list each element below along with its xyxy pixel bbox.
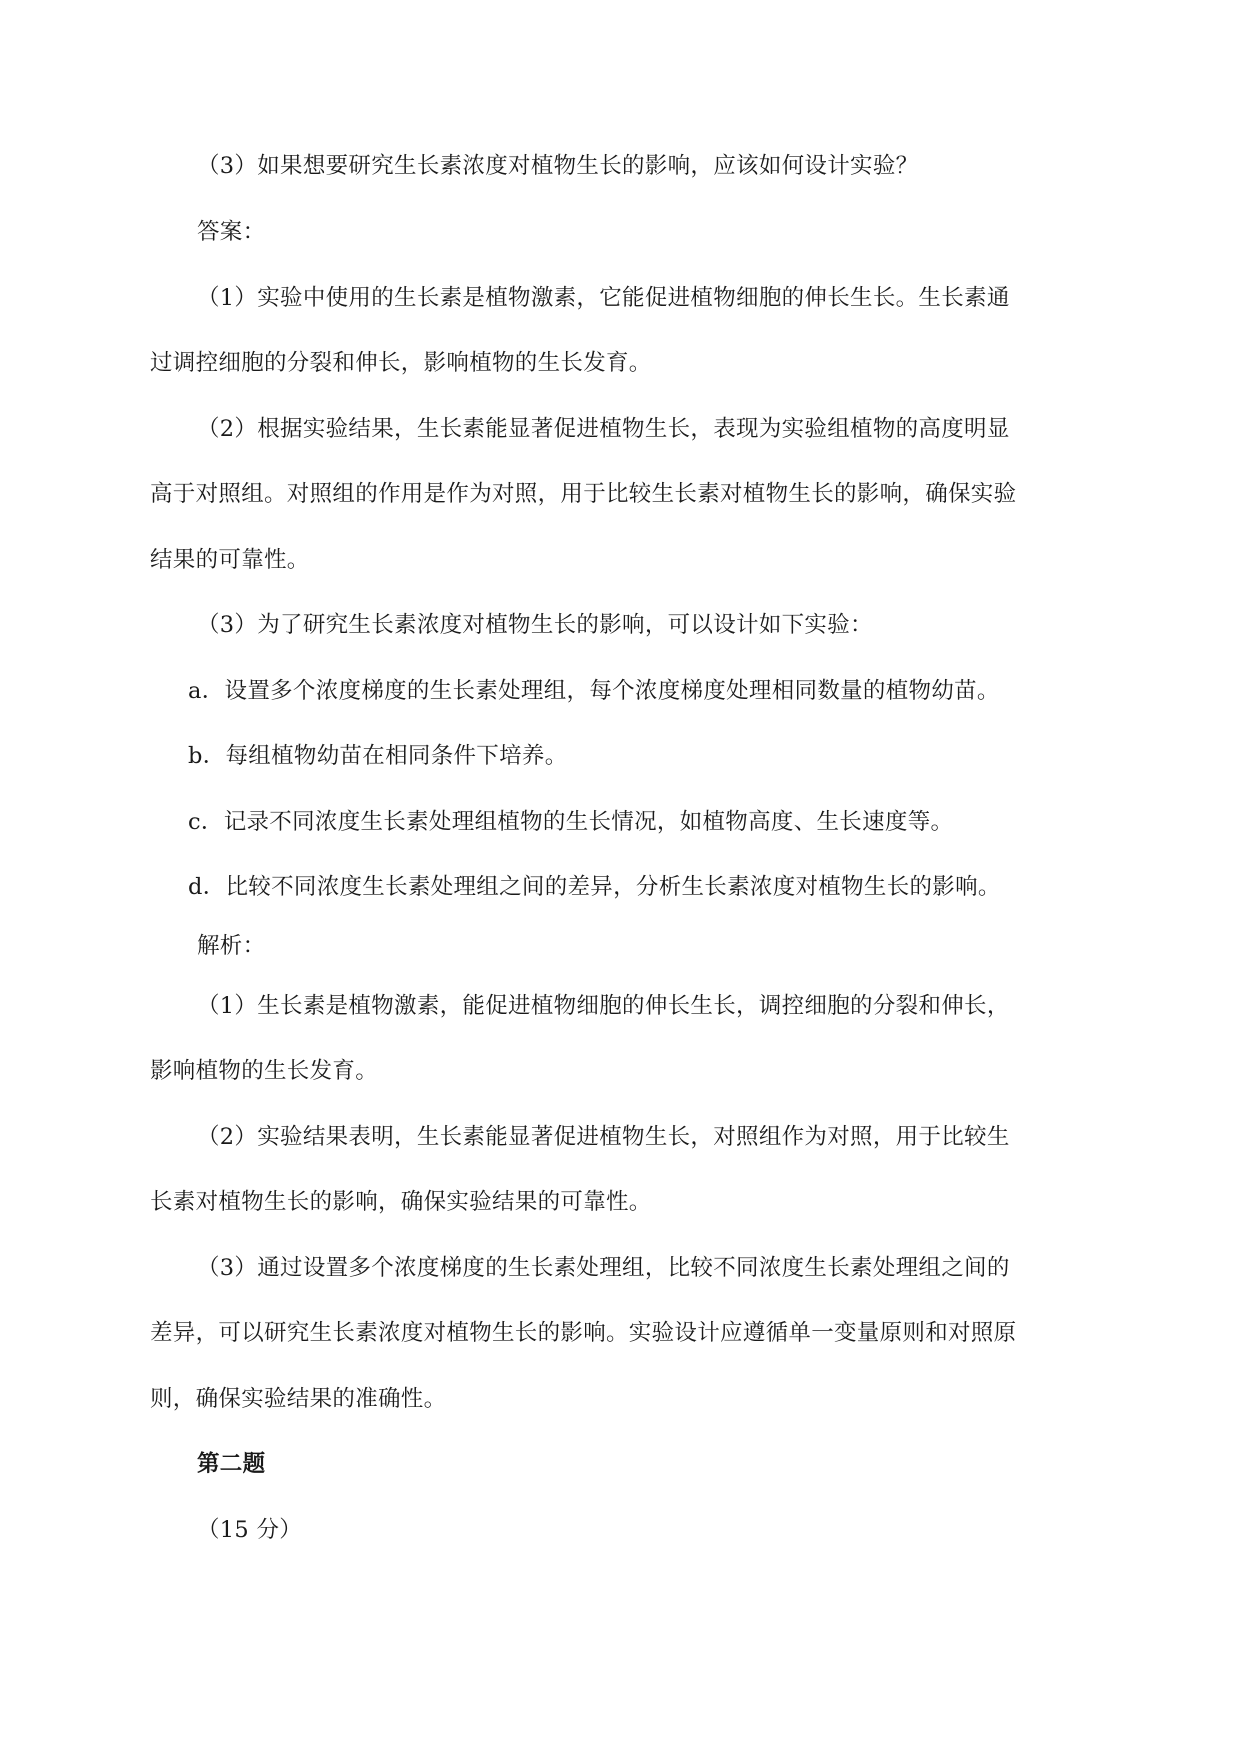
answer-p2-line-2: 高于对照组。对照组的作用是作为对照，用于比较生长素对植物生长的影响，确保实验 bbox=[150, 481, 1017, 507]
answer-label: 答案： bbox=[197, 219, 266, 245]
analysis-p3-line-2: 差异，可以研究生长素浓度对植物生长的影响。实验设计应遵循单一变量原则和对照原 bbox=[150, 1320, 1017, 1346]
analysis-p3-line-3: 则，确保实验结果的准确性。 bbox=[150, 1386, 447, 1412]
score-label: （15 分） bbox=[197, 1517, 303, 1543]
answer-step-b: b．每组植物幼苗在相同条件下培养。 bbox=[188, 743, 568, 769]
analysis-label: 解析： bbox=[197, 933, 266, 959]
analysis-p3-line-1: （3）通过设置多个浓度梯度的生长素处理组，比较不同浓度生长素处理组之间的 bbox=[197, 1255, 1010, 1281]
analysis-p1-line-1: （1）生长素是植物激素，能促进植物细胞的伸长生长，调控细胞的分裂和伸长， bbox=[197, 993, 1010, 1019]
answer-p3-intro: （3）为了研究生长素浓度对植物生长的影响，可以设计如下实验： bbox=[197, 612, 873, 638]
analysis-p2-line-1: （2）实验结果表明，生长素能显著促进植物生长，对照组作为对照，用于比较生 bbox=[197, 1124, 1010, 1150]
analysis-p1-line-2: 影响植物的生长发育。 bbox=[150, 1058, 379, 1084]
analysis-p2-line-2: 长素对植物生长的影响，确保实验结果的可靠性。 bbox=[150, 1189, 652, 1215]
answer-p1-line-1: （1）实验中使用的生长素是植物激素，它能促进植物细胞的伸长生长。生长素通 bbox=[197, 285, 1010, 311]
question-3-prompt: （3）如果想要研究生长素浓度对植物生长的影响，应该如何设计实验？ bbox=[197, 153, 919, 179]
answer-step-d: d．比较不同浓度生长素处理组之间的差异，分析生长素浓度对植物生长的影响。 bbox=[188, 874, 1001, 900]
answer-p1-line-2: 过调控细胞的分裂和伸长，影响植物的生长发育。 bbox=[150, 350, 652, 376]
section-title: 第二题 bbox=[197, 1451, 266, 1477]
answer-step-c: c．记录不同浓度生长素处理组植物的生长情况，如植物高度、生长速度等。 bbox=[188, 809, 954, 835]
answer-step-a: a．设置多个浓度梯度的生长素处理组，每个浓度梯度处理相同数量的植物幼苗。 bbox=[188, 678, 1000, 704]
answer-p2-line-1: （2）根据实验结果，生长素能显著促进植物生长，表现为实验组植物的高度明显 bbox=[197, 416, 1010, 442]
answer-p2-line-3: 结果的可靠性。 bbox=[150, 547, 310, 573]
